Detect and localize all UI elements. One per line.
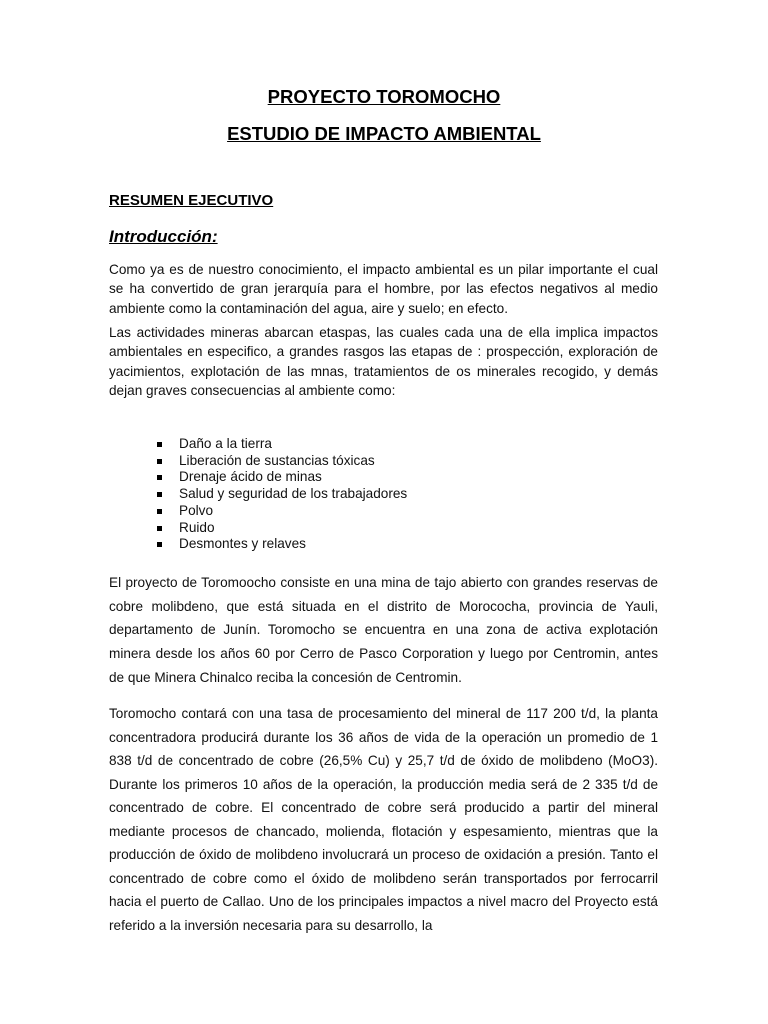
list-item	[153, 436, 407, 453]
square-bullet-icon	[157, 542, 162, 547]
document-title: PROYECTO TOROMOCHO	[267, 86, 501, 107]
paragraph-proyecto: El proyecto de Toromoocho consiste en una mina de tajo abierto con grandes reservas de cobre molibdeno, que está situada en el distrito de Morococha, provincia de Yauli, departamento de Junín. Toromocho se encuentra en una zona de activa explotación minera desde los años 60 por Cerro de Pasco Corporation y luego por Centromin, antes de que Minera Chinalco reciba la concesión de Centromin.	[109, 575, 658, 685]
paragraph-intro: Como ya es de nuestro conocimiento, el impacto ambiental es un pilar importante el cual se ha convertido de gran jerarquía para el hombre, por las efectos negativos al medio ambiente como la contaminación del agua, aire y suelo; en efecto.	[109, 262, 658, 316]
list-item	[153, 453, 407, 470]
list-item	[153, 503, 407, 520]
paragraph-procesamiento: Toromocho contará con una tasa de procesamiento del mineral de 117 200 t/d, la planta concentradora producirá durante los 36 años de vida de la operación un promedio de 1 838 t/d de concentrado de cobre (26,5% Cu) y 25,7 t/d de óxido de molibdeno (MoO3). Durante los primeros 10 años de la operación, la producción media será de 2 335 t/d de concentrado de cobre. El concentrado de cobre será producido a partir del mineral mediante procesos de chancado, molienda, flotación y espesamiento, mientras que la producción de óxido de molibdeno involucrará un proceso de oxidación a presión. Tanto el concentrado de cobre como el óxido de molibdeno serán transportados por ferrocarril hacia el puerto de Callao. Uno de los principales impactos a nivel macro del Proyecto está referido a la inversión necesaria para su desarrollo, la	[109, 706, 658, 933]
paragraph-actividades: Las actividades mineras abarcan etaspas, las cuales cada una de ella implica impactos ambientales en especifico, a grandes rasgos las etapas de : prospección, exploración de yacimientos, explotación de las mnas, tratamientos de os minerales recogido, y demás dejan graves consecuencias al ambiente como:	[109, 325, 658, 398]
subsection-heading-introduccion: Introducción:	[109, 227, 218, 246]
impacts-list	[153, 436, 407, 553]
document-subtitle: ESTUDIO DE IMPACTO AMBIENTAL	[227, 123, 541, 144]
list-item-label: Daño a la tierra	[179, 436, 272, 451]
list-item	[153, 520, 407, 537]
list-item-label: Drenaje ácido de minas	[179, 469, 322, 485]
list-item	[153, 536, 407, 553]
square-bullet-icon	[157, 492, 162, 497]
square-bullet-icon	[157, 526, 162, 531]
list-item-label: Salud y seguridad de los trabajadores	[179, 486, 408, 502]
square-bullet-icon	[157, 459, 162, 464]
square-bullet-icon	[157, 475, 162, 480]
square-bullet-icon	[157, 442, 162, 447]
list-item-label: Ruido	[179, 519, 215, 535]
list-item-label: Desmontes y relaves	[179, 536, 306, 552]
section-heading-resumen: RESUMEN EJECUTIVO	[109, 192, 274, 209]
list-item	[153, 469, 407, 486]
list-item-label: Liberación de sustancias tóxicas	[179, 452, 375, 468]
square-bullet-icon	[157, 509, 162, 514]
list-item	[153, 486, 407, 503]
list-item-label: Polvo	[179, 502, 214, 518]
